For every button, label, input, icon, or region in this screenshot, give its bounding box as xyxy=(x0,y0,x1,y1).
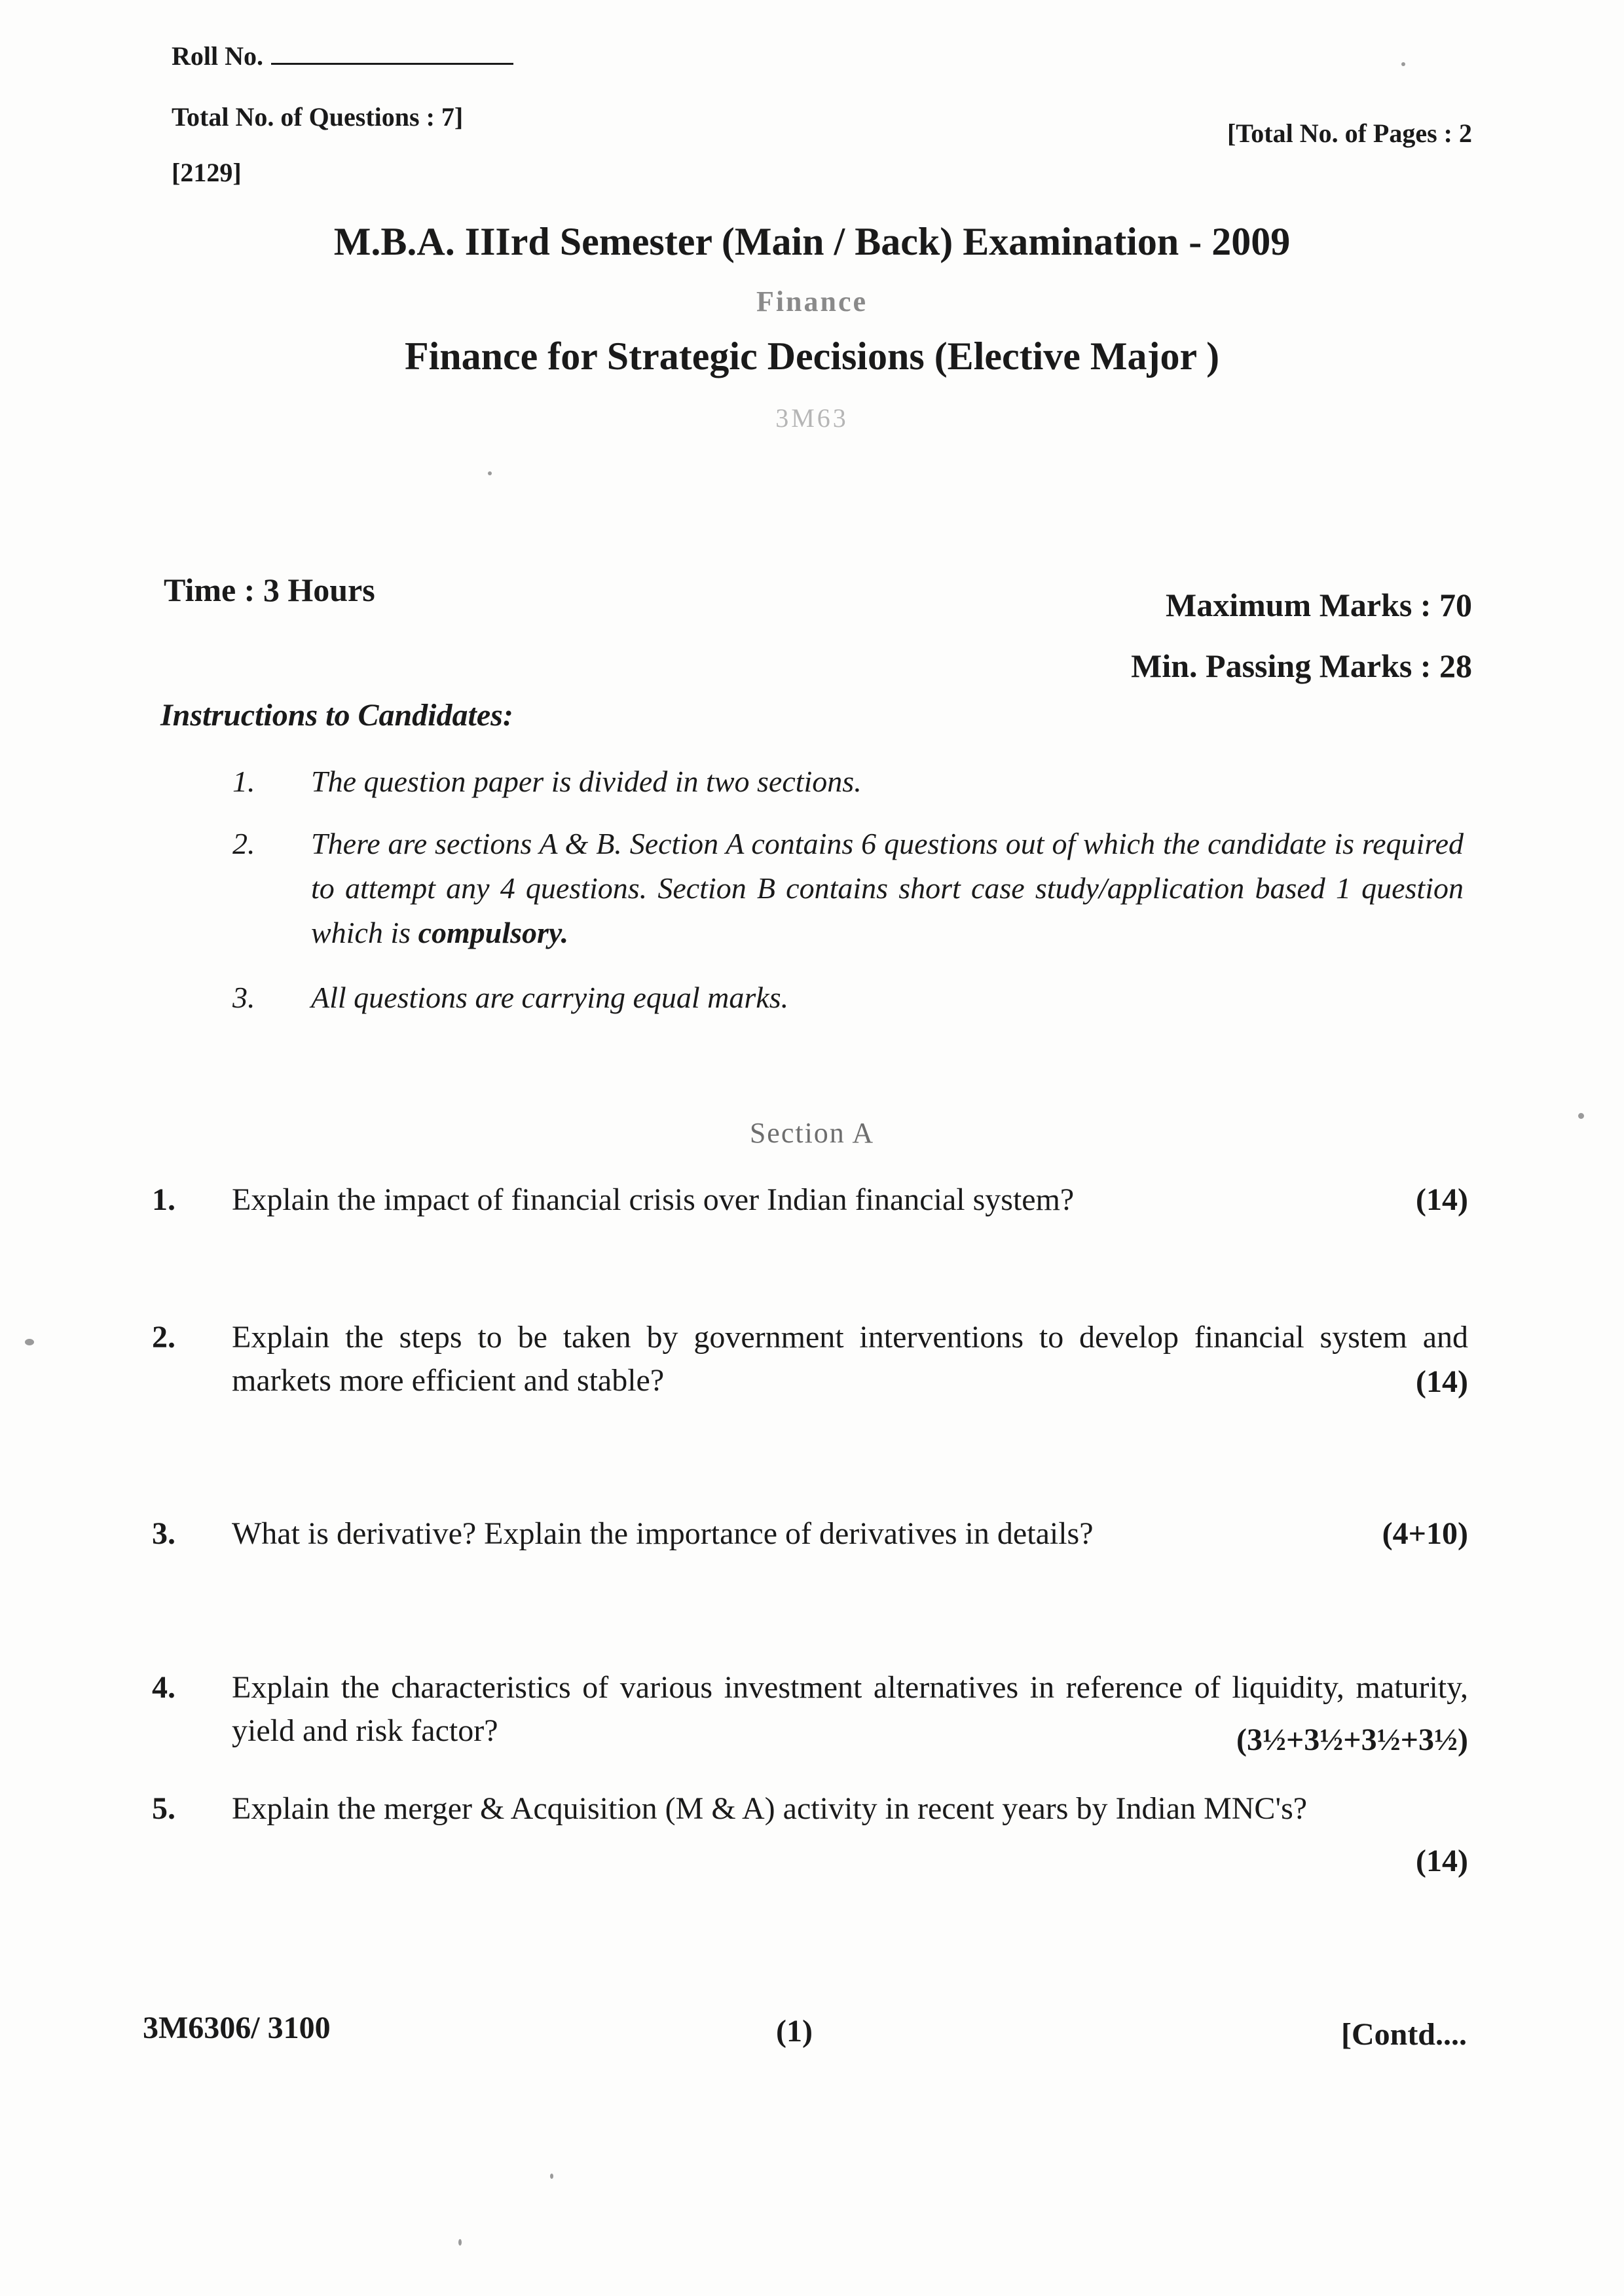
roll-number-blank xyxy=(271,43,513,65)
question-text: Explain the characteristics of various investment alternatives in reference of liquidity, maturity, yield and risk factor? xyxy=(232,1670,1468,1748)
question-marks: (4+10) xyxy=(1382,1516,1468,1551)
question-marks: (14) xyxy=(1416,1364,1468,1399)
instruction-item xyxy=(232,759,1464,805)
question-item xyxy=(152,1787,1468,1892)
scan-speck xyxy=(1578,1113,1584,1119)
scan-speck xyxy=(25,1339,34,1345)
instruction-text-bold: compulsory. xyxy=(418,916,569,949)
scan-speck xyxy=(1401,62,1405,66)
subject-group: Finance xyxy=(756,285,868,318)
page-number: (1) xyxy=(776,2014,813,2049)
question-number: 5. xyxy=(152,1791,175,1826)
question-marks: (3½+3½+3½+3½) xyxy=(1236,1722,1468,1757)
paper-code: [2129] xyxy=(172,158,242,187)
question-item xyxy=(152,1512,1468,1558)
question-number: 3. xyxy=(152,1516,175,1551)
exam-duration: Time : 3 Hours xyxy=(164,572,375,608)
roll-number-field xyxy=(172,41,513,71)
instruction-number: 2. xyxy=(232,827,255,860)
question-text: Explain the impact of financial crisis over Indian financial system? xyxy=(232,1182,1075,1217)
min-passing-marks: Min. Passing Marks : 28 xyxy=(1131,647,1472,684)
section-heading: Section A xyxy=(749,1117,875,1149)
paper-title: Finance for Strategic Decisions (Elective Major ) xyxy=(404,335,1220,378)
instructions-heading: Instructions to Candidates: xyxy=(160,698,513,733)
total-pages: [Total No. of Pages : 2 xyxy=(1227,118,1472,148)
instruction-item xyxy=(232,975,1464,1021)
question-item xyxy=(152,1666,1468,1758)
footer-paper-code: 3M6306/ 3100 xyxy=(143,2011,331,2045)
roll-number-label: Roll No. xyxy=(172,41,263,71)
continued-marker: [Contd.... xyxy=(1340,2017,1467,2052)
maximum-marks: Maximum Marks : 70 xyxy=(1166,587,1472,623)
total-questions: Total No. of Questions : 7] xyxy=(172,102,464,132)
instruction-text-regular: There are sections A & B. Section A contains 6 questions out of which the candidate is required to attempt any 4 questions. Section B contains short case study/application based 1 question which is xyxy=(311,827,1464,949)
instruction-text xyxy=(311,822,1464,955)
paper-code-faded: 3M63 xyxy=(775,403,849,433)
question-text: Explain the steps to be taken by government interventions to develop financial system and markets more efficient and stable? xyxy=(232,1320,1468,1398)
question-text: What is derivative? Explain the importance of derivatives in details? xyxy=(232,1516,1094,1551)
scan-speck xyxy=(488,471,492,475)
question-marks: (14) xyxy=(1416,1844,1468,1878)
question-marks: (14) xyxy=(1416,1182,1468,1217)
exam-title: M.B.A. IIIrd Semester (Main / Back) Examination - 2009 xyxy=(333,220,1291,263)
question-text: Explain the merger & Acquisition (M & A) activity in recent years by Indian MNC's? xyxy=(232,1791,1308,1826)
scan-speck xyxy=(458,2239,462,2246)
scan-speck xyxy=(550,2174,553,2179)
question-item xyxy=(152,1316,1468,1408)
question-number: 4. xyxy=(152,1670,175,1705)
instruction-number: 1. xyxy=(232,765,255,798)
instruction-text: The question paper is divided in two sections. xyxy=(311,765,862,798)
question-item xyxy=(152,1178,1468,1224)
question-number: 1. xyxy=(152,1182,175,1217)
instruction-item xyxy=(232,822,1464,959)
instruction-text: All questions are carrying equal marks. xyxy=(311,981,789,1014)
instruction-number: 3. xyxy=(232,981,255,1014)
question-number: 2. xyxy=(152,1320,175,1355)
